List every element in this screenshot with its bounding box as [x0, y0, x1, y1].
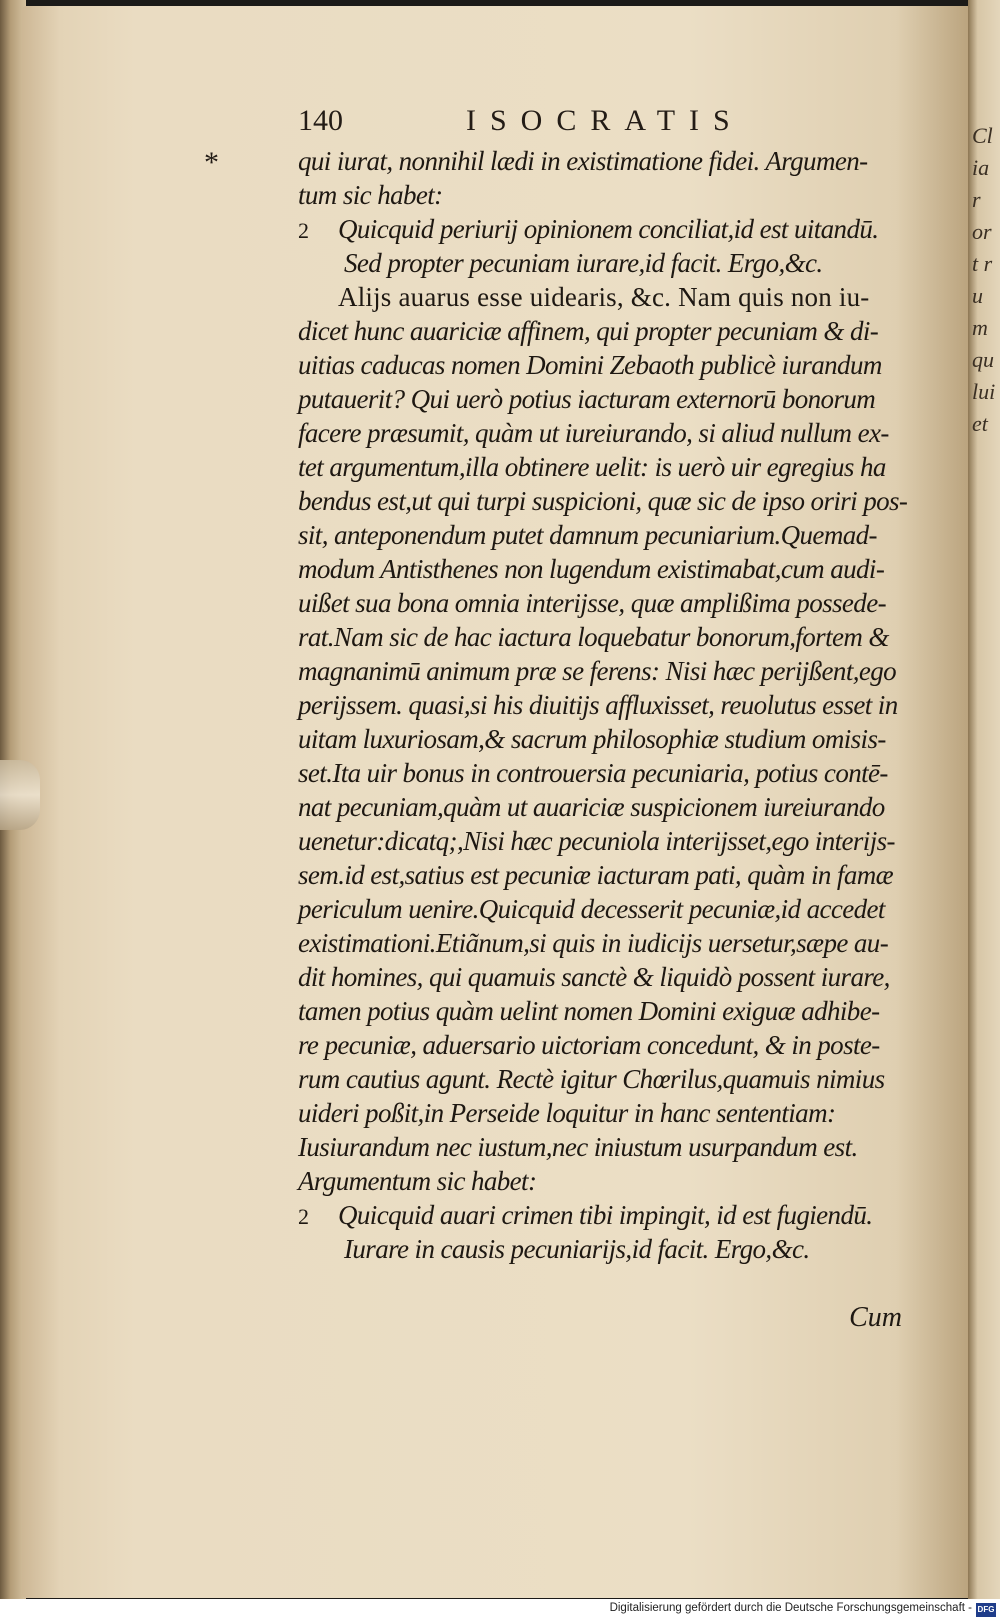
text-line: Alijs auarus esse uidearis, &c. Nam quis non iu- — [338, 282, 870, 312]
text-line: sit, anteponendum putet damnum pecuniarium.Quemad- — [298, 520, 877, 550]
text-line: tet argumentum,illa obtinere uelit: is uerò uir egregius ha — [298, 452, 886, 482]
text-line: nat pecuniam,quàm ut auariciæ suspicionem iureiurando — [298, 792, 885, 822]
text-line: tamen potius quàm uelint nomen Domini exiguæ adhibe- — [298, 996, 880, 1026]
text-line: sem.id est,satius est pecuniæ iacturam pati, quàm in famæ — [298, 860, 894, 890]
text-line: qui iurat, nonnihil lædi in existimatione fidei. Argumen- — [298, 146, 868, 176]
text-line: Iusiurandum nec iustum,nec iniustum usurpandum est. — [298, 1132, 858, 1162]
page-clasp — [0, 760, 40, 830]
text-line: uitam luxuriosam,& sacrum philosophiæ studium omisis- — [298, 724, 886, 754]
syllogism-line — [298, 212, 908, 246]
running-title: ISOCRATIS — [466, 104, 744, 137]
facing-page-edge — [968, 0, 1000, 1600]
text-line: existimationi.Etiãnum,si quis in iudicijs uersetur,sæpe au- — [298, 928, 889, 958]
facing-page-fragment: Cl iar ort rum qu lui et — [972, 123, 996, 436]
text-line: set.Ita uir bonus in controuersia pecuniaria, potius contē- — [298, 758, 888, 788]
text-line: magnanimū animum præ se ferens: Nisi hæc perijßent,ego — [298, 656, 897, 686]
text-line: Sed propter pecuniam iurare,id facit. Ergo,&c. — [344, 248, 823, 278]
text-line: uideri poßit,in Perseide loquitur in hanc sententiam: — [298, 1098, 836, 1128]
text-line: perijssem. quasi,si his diuitijs affluxisset, reuolutus esset in — [298, 690, 898, 720]
text-line: re pecuniæ, aduersario uictoriam concedunt, & in poste- — [298, 1030, 880, 1060]
text-line: dicet hunc auariciæ affinem, qui propter pecuniam & di- — [298, 316, 879, 346]
marginal-asterisk-mark: * — [204, 146, 219, 179]
text-line: putauerit? Qui uerò potius iacturam externorū bonorum — [298, 384, 876, 414]
text-line: bendus est,ut qui turpi suspicioni, quæ sic de ipso oriri pos- — [298, 486, 908, 516]
text-line: uenetur:dicatq;,Nisi hæc pecuniola interijsset,ego interijs- — [298, 826, 895, 856]
text-line: rat.Nam sic de hac iactura loquebatur bonorum,fortem & — [298, 622, 889, 652]
text-line: facere præsumit, quàm ut iureiurando, si aliud nullum ex- — [298, 418, 889, 448]
text-line: Iurare in causis pecuniarijs,id facit. Ergo,&c. — [344, 1234, 810, 1264]
digitization-footer — [0, 1599, 1000, 1621]
text-line: tum sic habet: — [298, 180, 443, 210]
syllogism-number: 2 — [298, 1204, 309, 1229]
catchword: Cum — [849, 1302, 902, 1333]
body-text — [298, 144, 908, 1266]
syllogism-line — [298, 1198, 908, 1232]
syllogism-number: 2 — [298, 218, 309, 243]
text-line: uißet sua bona omnia interijsse, quæ amplißima possede- — [298, 588, 886, 618]
dfg-logo-icon: DFG — [976, 1603, 996, 1617]
text-line: Quicquid periurij opinionem conciliat,id est uitandū. — [338, 214, 879, 244]
page-number: 140 — [298, 104, 343, 137]
text-line: Argumentum sic habet: — [298, 1166, 537, 1196]
text-line: dit homines, qui quamuis sanctè & liquidò possent iurare, — [298, 962, 890, 992]
text-line: periculum uenire.Quicquid decesserit pecuniæ,id accedet — [298, 894, 885, 924]
text-line: Quicquid auari crimen tibi impingit, id est fugiendū. — [338, 1200, 873, 1230]
text-line: modum Antisthenes non lugendum existimabat,cum audi- — [298, 554, 885, 584]
running-head — [298, 104, 898, 144]
funding-credit: Digitalisierung gefördert durch die Deutsche Forschungsgemeinschaft - — [609, 1602, 972, 1614]
text-line: uitias caducas nomen Domini Zebaoth publicè iurandum — [298, 350, 882, 380]
text-line: rum cautius agunt. Rectè igitur Chœrilus,quamuis nimius — [298, 1064, 885, 1094]
